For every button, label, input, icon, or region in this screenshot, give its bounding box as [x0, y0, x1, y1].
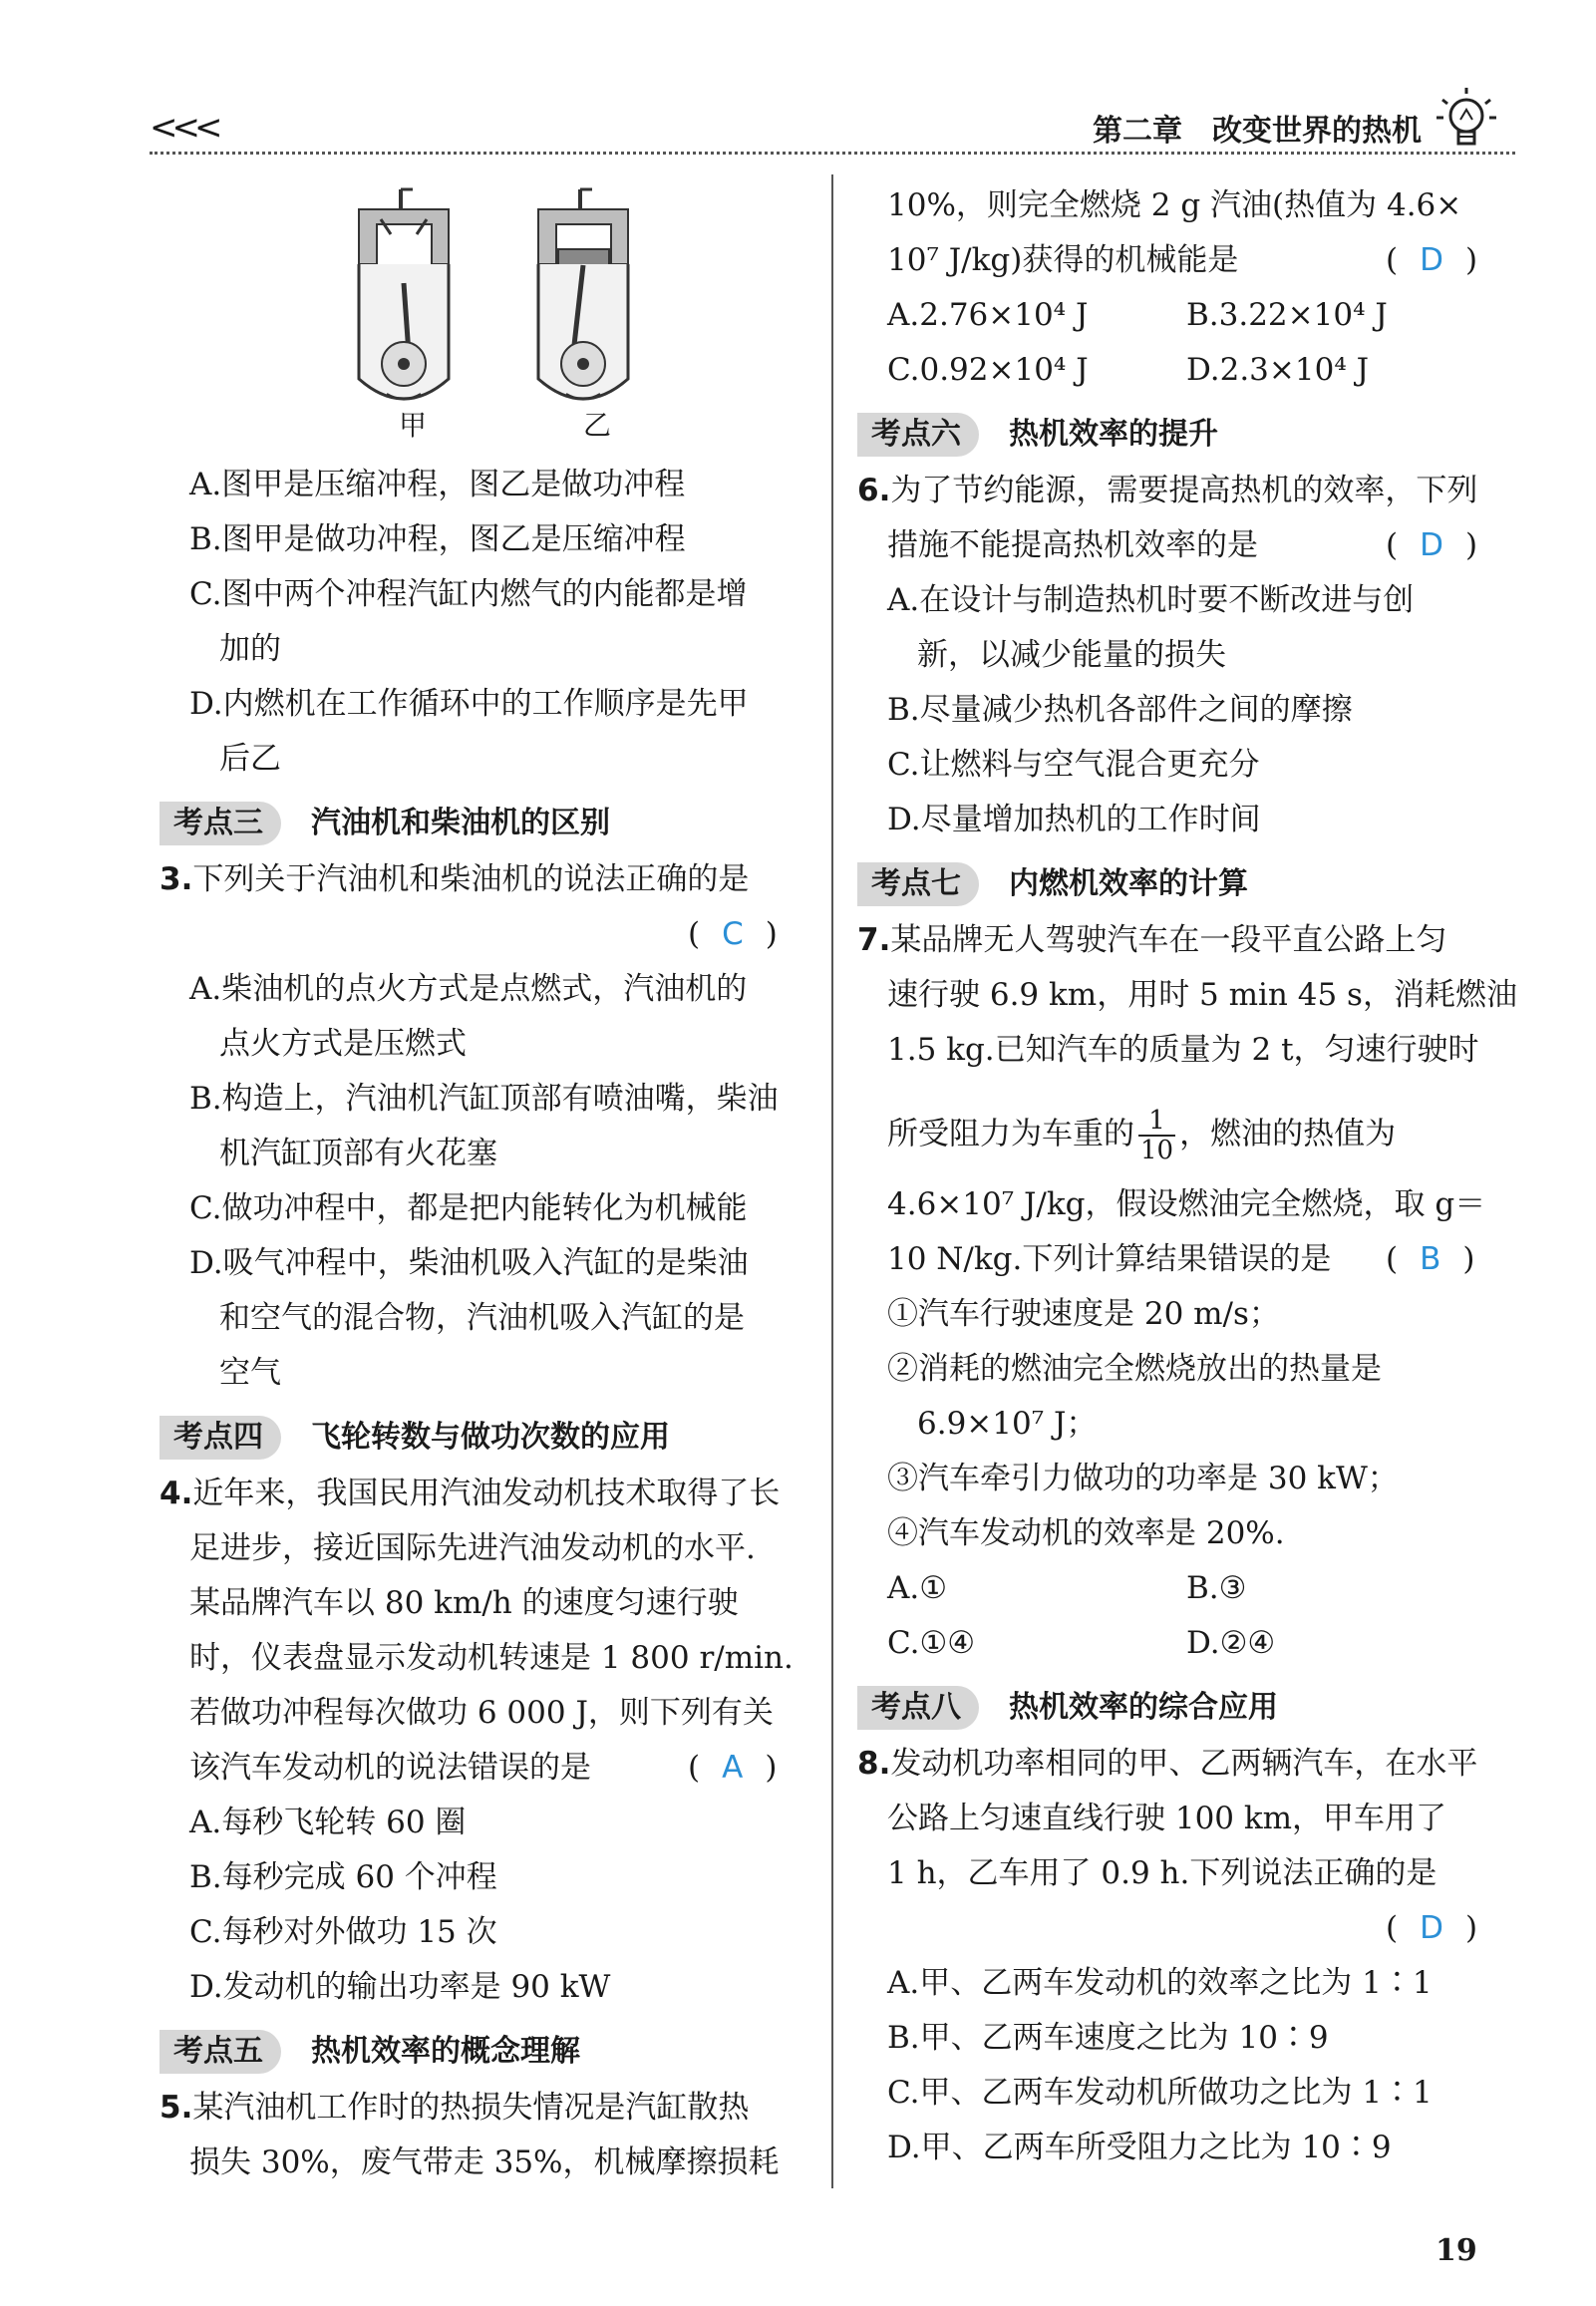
q8-option-c: C.甲、乙两车发动机所做功之比为 1∶1: [887, 2075, 1433, 2111]
q4-option-c: C.每秒对外做功 15 次: [189, 1914, 497, 1950]
q2-option-a: A.图甲是压缩冲程，图乙是做功冲程: [189, 467, 686, 502]
q3-option-c: C.做功冲程中，都是把内能转化为机械能: [189, 1190, 748, 1226]
kd5-title: 热机效率的概念理解: [311, 2034, 580, 2069]
lightbulb-icon: [1427, 80, 1506, 160]
q7-line4-after: ，燃油的热值为: [1179, 1116, 1397, 1153]
q5-line-2: 损失 30%，废气带走 35%，机械摩擦损耗: [189, 2144, 780, 2180]
q4-text-1: 近年来，我国民用汽油发动机技术取得了长: [192, 1476, 781, 1511]
figure-label-jia: 甲: [399, 409, 428, 442]
q4-number: 4.: [160, 1476, 193, 1511]
header-rule: [150, 152, 1515, 155]
q6-line-2: 措施不能提高热机效率的是: [887, 527, 1258, 563]
q8-line-1: [857, 1744, 1477, 1784]
q6-option-c: C.让燃料与空气混合更充分: [887, 747, 1260, 783]
fraction-numerator: 1: [1138, 1107, 1175, 1137]
column-divider: [831, 174, 833, 2188]
q5-option-b: B.3.22×10⁴ J: [1186, 297, 1388, 333]
q8-option-a: A.甲、乙两车发动机的效率之比为 1∶1: [887, 1965, 1433, 2001]
q7-line-3: 1.5 kg.已知汽车的质量为 2 t，匀速行驶时: [887, 1032, 1479, 1068]
q7-line-2: 速行驶 6.9 km，用时 5 min 45 s，消耗燃油: [887, 977, 1517, 1013]
q5-option-a: A.2.76×10⁴ J: [887, 297, 1089, 333]
q5-answer-letter: D: [1420, 242, 1443, 278]
q5-cont-line-2: 10⁷ J/kg)获得的机械能是: [887, 242, 1239, 278]
q4-answer-letter: A: [722, 1750, 744, 1786]
q7-answer-letter: B: [1420, 1241, 1441, 1277]
page-header: [0, 0, 1596, 169]
q7-statement-3: ③汽车牵引力做功的功率是 30 kW；: [887, 1461, 1399, 1496]
q7-option-c: C.①④: [887, 1625, 976, 1661]
q8-number: 8.: [857, 1746, 891, 1782]
kd4-title: 飞轮转数与做功次数的应用: [311, 1420, 670, 1455]
kd7-tag: 考点七: [857, 862, 979, 906]
fraction-1-10: [1138, 1107, 1175, 1164]
q4-answer: ( A ): [688, 1750, 778, 1786]
q7-line-4: [887, 1107, 1396, 1164]
q7-line-6: 10 N/kg.下列计算结果错误的是: [887, 1241, 1332, 1277]
q8-answer-letter: D: [1420, 1910, 1443, 1946]
q2-option-b: B.图甲是做功冲程，图乙是压缩冲程: [189, 521, 686, 557]
q5-number: 5.: [160, 2090, 193, 2126]
figure-label-yi: 乙: [583, 409, 612, 442]
q4-line-2: 足进步，接近国际先进汽油发动机的水平.: [189, 1530, 756, 1566]
q7-line-5: 4.6×10⁷ J/kg，假设燃油完全燃烧，取 g＝: [887, 1186, 1486, 1222]
q8-answer: ( D ): [1386, 1910, 1478, 1946]
q7-option-a: A.①: [887, 1570, 948, 1606]
q5-option-c: C.0.92×10⁴ J: [887, 352, 1089, 388]
chapter-title: 第二章 改变世界的热机: [1093, 114, 1422, 149]
q2-option-c: C.图中两个冲程汽缸内燃气的内能都是增: [189, 576, 748, 612]
q4-line-5: 若做功冲程每次做功 6 000 J，则下列有关: [189, 1695, 774, 1731]
q6-answer: ( D ): [1386, 527, 1478, 563]
q4-line-3: 某品牌汽车以 80 km/h 的速度匀速行驶: [189, 1585, 739, 1621]
q3-option-d: D.吸气冲程中，柴油机吸入汽缸的是柴油: [189, 1245, 749, 1281]
section-kd8: [857, 1686, 1278, 1730]
section-kd7: [857, 862, 1248, 906]
nav-chevrons: <<<: [150, 108, 217, 148]
kd8-tag: 考点八: [857, 1686, 979, 1730]
q5-text-1: 某汽油机工作时的热损失情况是汽缸散热: [192, 2090, 750, 2126]
q8-line-3: 1 h，乙车用了 0.9 h.下列说法正确的是: [887, 1855, 1437, 1891]
fraction-denominator: 10: [1140, 1136, 1174, 1165]
q2-option-d: D.内燃机在工作循环中的工作顺序是先甲: [189, 686, 749, 722]
q3-option-b: B.构造上，汽油机汽缸顶部有喷油嘴，柴油: [189, 1081, 779, 1117]
q3-number: 3.: [160, 861, 193, 897]
q3-option-d-cont1: 和空气的混合物，汽油机吸入汽缸的是: [219, 1300, 745, 1336]
q7-option-b: B.③: [1186, 1570, 1247, 1606]
page-number: 19: [1436, 2233, 1477, 2268]
q3-option-a-cont: 点火方式是压燃式: [219, 1026, 467, 1062]
q6-option-d: D.尽量增加热机的工作时间: [887, 802, 1261, 837]
q6-option-a-cont: 新，以减少能量的损失: [917, 637, 1226, 673]
q7-line-1: [857, 920, 1446, 960]
q8-text-1: 发动机功率相同的甲、乙两辆汽车，在水平: [890, 1746, 1478, 1782]
q7-statement-1: ①汽车行驶速度是 20 m/s；: [887, 1296, 1280, 1332]
q7-line4-before: 所受阻力为车重的: [887, 1116, 1134, 1153]
q3-option-a: A.柴油机的点火方式是点燃式，汽油机的: [189, 971, 748, 1007]
kd4-tag: 考点四: [160, 1416, 281, 1460]
q6-answer-letter: D: [1420, 527, 1443, 563]
q2-option-d-cont: 后乙: [219, 741, 281, 777]
q5-answer: ( D ): [1386, 242, 1478, 278]
section-kd4: [160, 1416, 670, 1460]
section-kd5: [160, 2030, 580, 2074]
q5-line-1: [160, 2088, 749, 2128]
kd6-tag: 考点六: [857, 413, 979, 457]
kd3-title: 汽油机和柴油机的区别: [311, 806, 610, 840]
section-kd3: [160, 802, 610, 845]
kd7-title: 内燃机效率的计算: [1009, 866, 1248, 901]
q4-line-4: 时，仪表盘显示发动机转速是 1 800 r/min.: [189, 1640, 794, 1676]
q7-option-d: D.②④: [1186, 1625, 1276, 1661]
q7-answer: ( B ): [1386, 1241, 1475, 1277]
q6-number: 6.: [857, 473, 891, 508]
q7-statement-4: ④汽车发动机的效率是 20%.: [887, 1515, 1285, 1551]
q4-option-d: D.发动机的输出功率是 90 kW: [189, 1969, 611, 2005]
q3-option-b-cont: 机汽缸顶部有火花塞: [219, 1136, 497, 1171]
q3-stem: [160, 859, 749, 899]
q6-line-1: [857, 471, 1477, 510]
q8-line-2: 公路上匀速直线行驶 100 km，甲车用了: [887, 1801, 1447, 1836]
q5-option-d: D.2.3×10⁴ J: [1186, 352, 1370, 388]
section-kd6: [857, 413, 1218, 457]
q4-option-a: A.每秒飞轮转 60 圈: [189, 1805, 467, 1840]
q3-option-d-cont2: 空气: [219, 1355, 281, 1391]
kd5-tag: 考点五: [160, 2030, 281, 2074]
q8-option-d: D.甲、乙两车所受阻力之比为 10∶9: [887, 2130, 1392, 2165]
kd3-tag: 考点三: [160, 802, 281, 845]
q4-option-b: B.每秒完成 60 个冲程: [189, 1859, 497, 1895]
q5-cont-line-1: 10%，则完全燃烧 2 g 汽油(热值为 4.6×: [887, 187, 1462, 223]
q2-option-c-cont: 加的: [219, 631, 281, 667]
q4-line-6: 该汽车发动机的说法错误的是: [189, 1750, 591, 1786]
q7-text-1: 某品牌无人驾驶汽车在一段平直公路上匀: [890, 922, 1447, 958]
q6-option-b: B.尽量减少热机各部件之间的摩擦: [887, 692, 1353, 728]
kd8-title: 热机效率的综合应用: [1009, 1690, 1278, 1725]
q6-text-1: 为了节约能源，需要提高热机的效率，下列: [890, 473, 1478, 508]
q3-stem-text: 下列关于汽油机和柴油机的说法正确的是: [192, 861, 750, 897]
q8-option-b: B.甲、乙两车速度之比为 10∶9: [887, 2020, 1329, 2056]
kd6-title: 热机效率的提升: [1009, 417, 1218, 452]
q3-answer: ( C ): [688, 916, 778, 952]
q7-statement-2: ②消耗的燃油完全燃烧放出的热量是: [887, 1351, 1382, 1387]
q4-line-1: [160, 1474, 780, 1513]
q7-statement-2-cont: 6.9×10⁷ J；: [917, 1406, 1098, 1442]
q3-answer-letter: C: [722, 916, 744, 952]
q6-option-a: A.在设计与制造热机时要不断改进与创: [887, 582, 1415, 618]
q7-number: 7.: [857, 922, 891, 958]
